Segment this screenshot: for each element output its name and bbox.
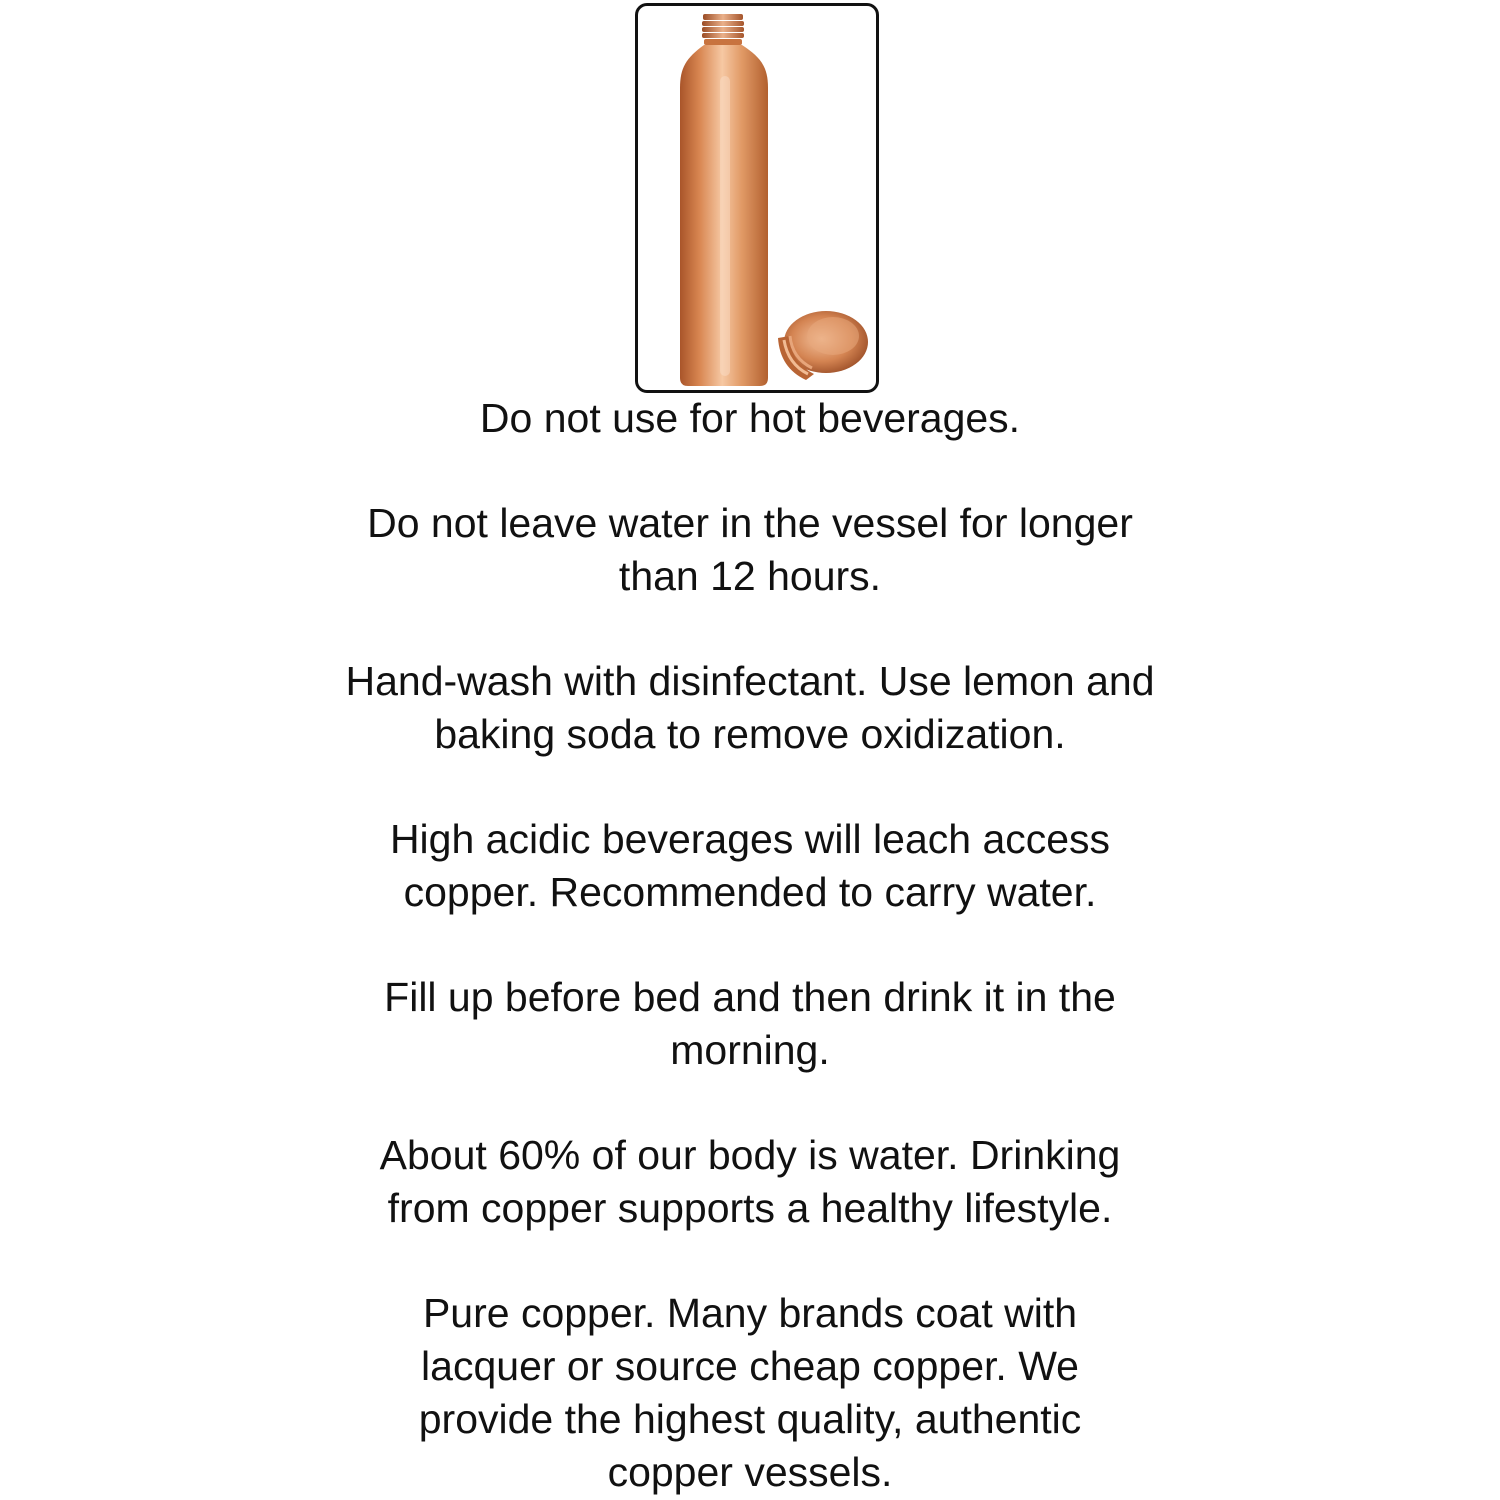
bottle bbox=[680, 14, 768, 386]
product-image-frame bbox=[635, 3, 879, 393]
note-line: from copper supports a healthy lifestyle. bbox=[387, 1185, 1113, 1231]
note-line: baking soda to remove oxidization. bbox=[434, 711, 1066, 757]
note-line: lacquer or source cheap copper. We bbox=[421, 1343, 1079, 1389]
note-line: High acidic beverages will leach access bbox=[389, 816, 1111, 862]
note-health bbox=[250, 1129, 1250, 1235]
note-line: Pure copper. Many brands coat with bbox=[422, 1290, 1078, 1336]
note-line: Hand-wash with disinfectant. Use lemon and bbox=[345, 658, 1155, 704]
note-line: Fill up before bed and then drink it in the bbox=[384, 974, 1116, 1020]
note-water-duration bbox=[250, 497, 1250, 603]
note-line: Do not leave water in the vessel for longer bbox=[367, 500, 1133, 546]
note-usage-tip bbox=[250, 971, 1250, 1077]
note-hot-beverages bbox=[250, 392, 1250, 445]
copper-bottle-with-cap-icon bbox=[638, 6, 876, 390]
note-line: About 60% of our body is water. Drinking bbox=[379, 1132, 1121, 1178]
care-instructions bbox=[250, 392, 1250, 1499]
note-line: than 12 hours. bbox=[618, 553, 882, 599]
note-quality bbox=[250, 1287, 1250, 1499]
note-line: morning. bbox=[670, 1027, 830, 1073]
note-line: provide the highest quality, authentic bbox=[418, 1396, 1082, 1442]
note-acidic-beverages bbox=[250, 813, 1250, 919]
note-line: Do not use for hot beverages. bbox=[479, 395, 1021, 441]
note-line: copper. Recommended to carry water. bbox=[403, 869, 1097, 915]
bottle-cap bbox=[778, 311, 868, 380]
note-line: copper vessels. bbox=[607, 1449, 893, 1495]
note-cleaning bbox=[250, 655, 1250, 761]
